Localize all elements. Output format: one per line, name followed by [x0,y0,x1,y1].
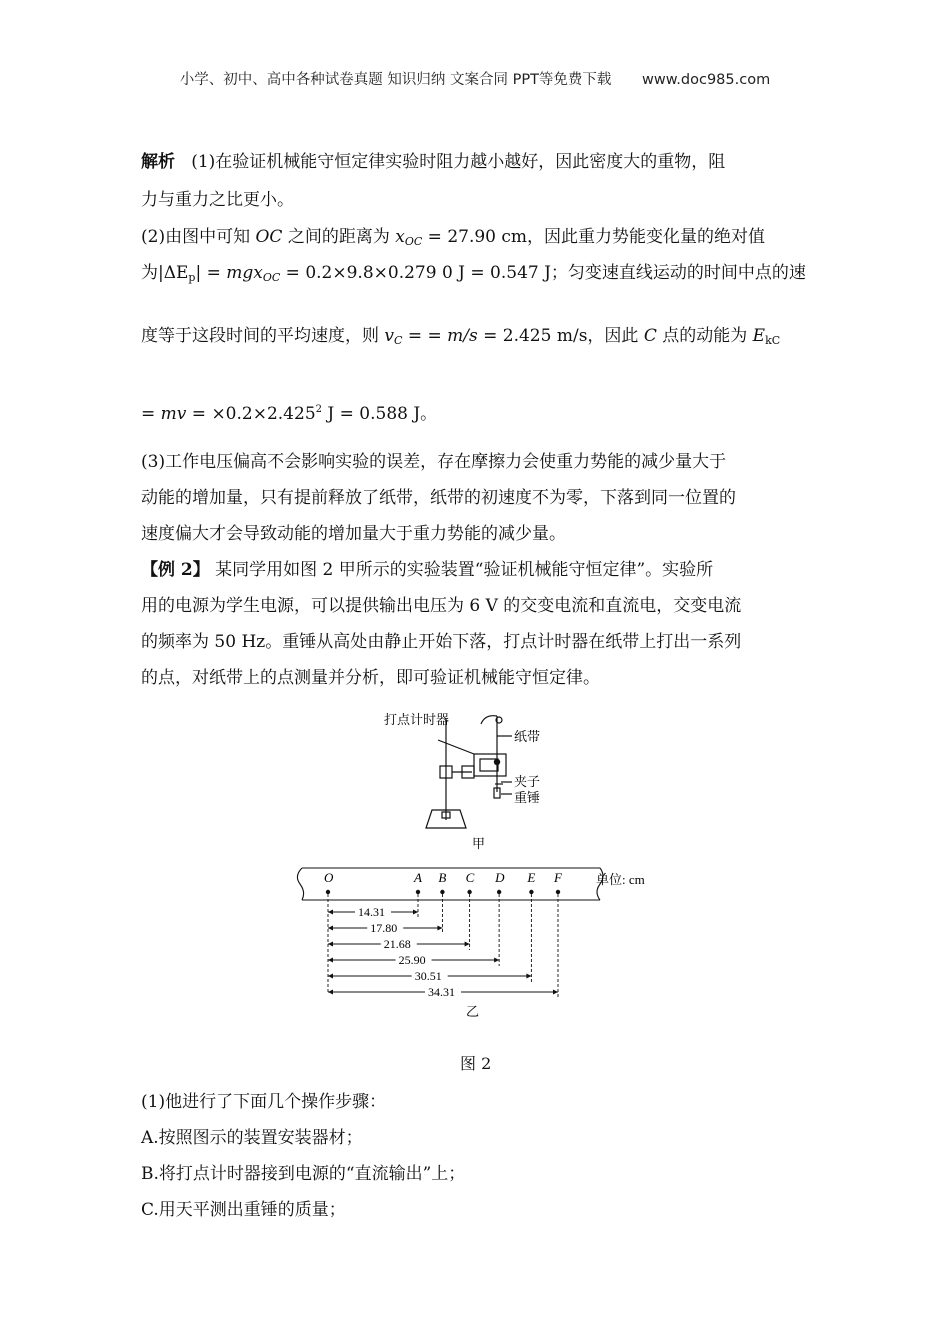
text: OC [404,235,423,248]
point-label-E: E [527,870,536,885]
analysis-p3-line2: 动能的增加量，只有提前释放了纸带，纸带的初速度不为零，下落到同一位置的 [141,488,736,508]
arrow-left-4 [328,958,333,963]
tape-point-A [416,890,420,894]
distance-label-5: 30.51 [414,969,442,983]
apparatus-diagram [380,700,580,860]
text: 2 [315,404,323,415]
header-site: www.doc985.com [642,72,771,88]
text: OC [255,227,283,247]
arrow-right-3 [465,942,470,947]
tape-point-E [529,890,533,894]
step-a: A.按照图示的装置安装器材； [141,1128,363,1148]
tape-left-tear [297,868,303,900]
text: (2)由图中可知 [141,227,256,247]
tape-point-O [326,890,330,894]
steps-intro: (1)他进行了下面几个操作步骤： [141,1092,387,1112]
label-weight: 重锤 [514,790,541,805]
text: = 0.2×9.8×0.279 0 J = 0.547 J；匀变速直线运动的时间中点的速 [280,263,806,283]
text: E [752,326,766,346]
arrow-left-3 [328,942,333,947]
text: mv [160,404,187,424]
tape-point-C [467,890,471,894]
arrow-right-1 [413,910,418,915]
tape-point-B [440,890,444,894]
unit-label: 单位: cm [596,872,645,887]
text: | = [195,263,227,283]
analysis-p1-line2: 力与重力之比更小。 [141,190,294,210]
analysis-p2-line1 [141,223,811,256]
arrow-left-1 [328,910,333,915]
text: = 2.425 m/s，因此 [477,326,644,346]
distance-label-6: 34.31 [428,985,455,999]
point-label-D: D [495,870,505,885]
label-clip: 夹子 [514,774,541,789]
timer-pointer [438,740,474,754]
caption-a: 甲 [472,836,486,851]
text: p [188,271,196,284]
text: mgx [226,263,263,283]
timer-dot [494,759,500,765]
text: m/s [447,326,478,346]
analysis-label: 解析 [141,152,175,172]
text: 点的动能为 [656,326,753,346]
arrow-right-5 [526,974,531,979]
step-b: B.将打点计时器接到电源的“直流输出”上； [141,1164,466,1184]
arrow-right-2 [437,926,442,931]
analysis-p3-line1: (3)工作电压偏高不会影响实验的误差，存在摩擦力会使重力势能的减少量大于 [141,452,727,472]
analysis-p2-line2 [141,259,811,292]
analysis-p2-line3 [141,322,811,355]
text: 之间的距离为 [282,227,396,247]
distance-label-4: 25.90 [398,953,426,967]
point-label-F: F [554,870,562,885]
distance-label-1: 14.31 [358,905,385,919]
point-label-A: A [414,870,422,885]
example-label: 【例 2】 [141,560,210,580]
text: OC [262,271,281,284]
caption-b: 乙 [466,1004,480,1019]
text: 度等于这段时间的平均速度，则 [141,326,385,346]
text: 某同学用如图 2 甲所示的实验装置“验证机械能守恒定律”。实验所 [209,560,714,580]
timer-body [474,754,506,776]
text: x [395,227,405,247]
label-timer: 打点计时器 [384,712,450,727]
example-line1 [141,556,811,584]
example-line2: 用的电源为学生电源，可以提供输出电压为 6 V 的交变电流和直流电，交变电流 [141,596,742,616]
text: C [394,334,403,347]
text: C [643,326,657,346]
analysis-p1-line1 [141,148,811,176]
step-c: C.用天平测出重锤的质量； [141,1200,346,1220]
text: = ×0.2×2.425 [186,404,316,424]
example-line4: 的点，对纸带上的点测量并分析，即可验证机械能守恒定律。 [141,668,600,688]
figure-caption: 图 2 [460,1054,492,1073]
label-tape: 纸带 [514,729,541,744]
page-header [0,68,950,89]
text: kC [765,334,781,347]
point-label-O: O [324,870,334,885]
analysis-p3-line3: 速度偏大才会导致动能的增加量大于重力势能的减少量。 [141,524,566,544]
arrow-left-5 [328,974,333,979]
tape-point-D [497,890,501,894]
text: = 27.90 cm，因此重力势能变化量的绝对值 [422,227,766,247]
text: J = 0.588 J。 [322,404,438,424]
text: v [384,326,395,346]
tape-diagram [290,862,670,1022]
point-label-B: B [438,870,447,885]
distance-label-2: 17.80 [370,921,398,935]
text: 为|ΔE [141,263,189,283]
arrow-right-4 [494,958,499,963]
analysis-text: (1)在验证机械能守恒定律实验时阻力越小越好，因此密度大的重物，阻 [191,152,726,172]
tape-curl [481,716,497,724]
point-label-C: C [465,870,475,885]
analysis-p2-line4 [141,396,811,428]
example-line3: 的频率为 50 Hz。重锤从高处由静止开始下落，打点计时器在纸带上打出一系列 [141,632,742,652]
arrow-left-2 [328,926,333,931]
arrow-left-6 [328,990,333,995]
text: = [141,404,161,424]
tape-point-F [556,890,560,894]
text: = = [402,326,448,346]
arrow-right-6 [553,990,558,995]
header-tagline: 小学、初中、高中各种试卷真题 知识归纳 文案合同 PPT等免费下载 [179,72,612,88]
distance-label-3: 21.68 [383,937,411,951]
